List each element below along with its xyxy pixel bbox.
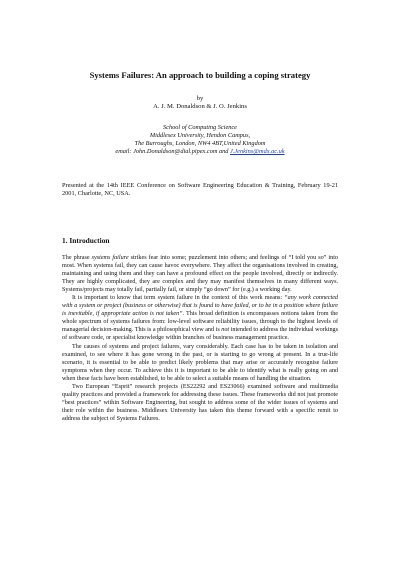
email-link[interactable]: J.Jenkins@mdx.ac.uk <box>230 148 285 155</box>
paper-title: Systems Failures: An approach to building a coping strategy <box>89 70 311 80</box>
affiliation-school: School of Computing Science <box>163 124 237 131</box>
email-prefix: email: John.Donaldson@dial.pipex.com and <box>115 148 229 155</box>
section-heading: 1. Introduction <box>62 236 110 245</box>
paragraph-4: Two European “Esprit” research projects (ES22292 and ES23066) examined software and multimedia quality practices and provided a framework for addressing these issues. These frameworks did not just promote “best practices” within Software Engineering, but sought to address some of the wider issues of systems and their role within the business. Middlesex University has taken this theme forward with a specific remit to address the subject of Systems Failures. <box>62 383 338 422</box>
by-label: by <box>196 95 204 102</box>
conference-note: Presented at the 14th IEEE Conference on Software Engineering Education & Training, February 19-21 2001, Charlotte, NC, USA. <box>62 182 338 198</box>
author-list: A. J. M. Donaldson & J. O. Jenkins <box>153 103 247 110</box>
paragraph-1: The phrase systems failure strikes fear into some; puzzlement into others; and feelings of “I told you so” into most. When systems fail, they can cause havoc everywhere. They affect the organisations involved in creating, maintaining and using them and they can have a profound effect on the people involved, directly or indirectly. They are highly complicated, they are complex and they may manifest themselves in many different ways. Systems/projects may totally fail, partially fail, or simply “go down” for (e.g.) a working day. <box>62 255 338 294</box>
affiliation-block <box>40 124 360 156</box>
affiliation-email <box>40 148 360 156</box>
body-text <box>62 254 338 423</box>
paragraph-2: It is important to know that term system failure in the context of this work means: “any work connected with a system or project (business or otherwise) that is found to have failed, or to be in a position where failure is inevitable, if appropriate action is not taken”. This broad definition is encompasses notions taken from the whole spectrum of systems failures from: low-level software reliability issues, through to the highest levels of managerial decision-making. This is a philosophical view and is not intended to address the individual workings of software code, or specialist knowledge within branches of business management practice. <box>62 295 339 342</box>
affiliation-university: Middlesex University, Hendon Campus, <box>149 132 251 139</box>
paragraph-3: The causes of systems and project failures, vary considerably. Each case has to be taken in isolation and examined, to see where it has gone wrong in the past, or is starting to go wrong at present. In a true-life scenario, it is essential to be able to predict likely problems that may arise or accurately recognise failure symptoms when they occur. To achieve this it is important to be able to identify what is really going on and when these facts have been established, to be able to select a suitable means of handling the situation. <box>62 343 338 382</box>
paper-header <box>40 70 360 156</box>
affiliation-address: The Burroughs, London, NW4 4BT,United Kingdom <box>134 140 266 147</box>
